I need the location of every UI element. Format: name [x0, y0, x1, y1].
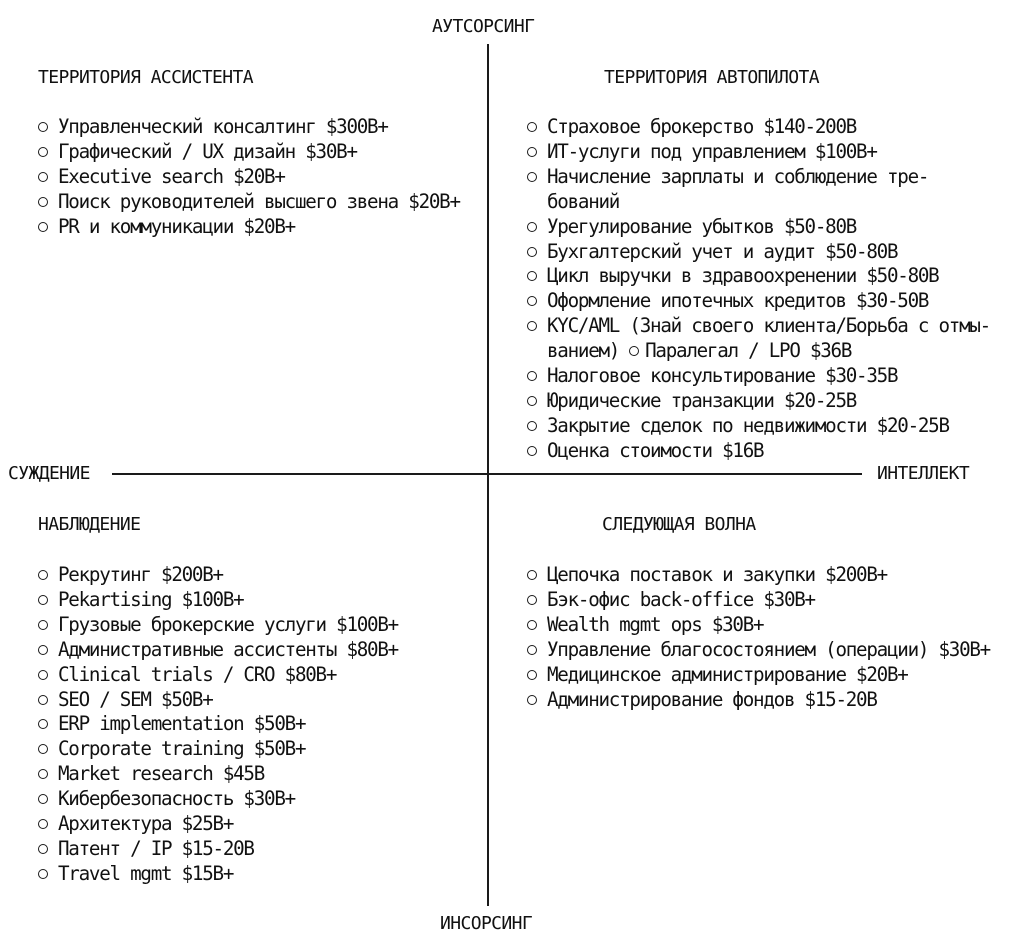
- quadrant-title-observation: НАБЛЮДЕНИЕ: [38, 514, 141, 535]
- list-item: Грузовые брокерские услуги $100B+: [36, 613, 398, 638]
- list-item: Медицинское администрирование $20B+: [525, 663, 990, 688]
- list-item: Цикл выручки в здравоохренении $50-80B: [525, 264, 990, 289]
- list-item-text: Паралегал / LPO $36B: [645, 339, 852, 363]
- list-item: Страховое брокерство $140-200B: [525, 115, 990, 140]
- list-item: Патент / IP $15-20B: [36, 837, 398, 862]
- axis-label-bottom: ИНСОРСИНГ: [440, 913, 533, 934]
- list-item: Wealth mgmt ops $30B+: [525, 613, 990, 638]
- list-item: ERP implementation $50B+: [36, 712, 398, 737]
- list-item: Corporate training $50B+: [36, 737, 398, 762]
- list-item: Executive search $20B+: [36, 165, 460, 190]
- list-item: Урегулирование убытков $50-80B: [525, 215, 990, 240]
- horizontal-axis-right: [488, 473, 862, 475]
- axis-label-top: АУТСОРСИНГ: [432, 16, 535, 37]
- list-item: KYC/AML (Знай своего клиента/Борьба с отмы-: [525, 314, 990, 339]
- list-item: Управленческий консалтинг $300B+: [36, 115, 460, 140]
- list-item: Кибербезопасность $30B+: [36, 787, 398, 812]
- list-item: Графический / UX дизайн $30B+: [36, 140, 460, 165]
- quadrant-title-next-wave: СЛЕДУЮЩАЯ ВОЛНА: [602, 514, 756, 535]
- list-item-text: ванием): [547, 339, 620, 363]
- list-item: Бухгалтерский учет и аудит $50-80B: [525, 240, 990, 265]
- quadrant-list-assistant: [36, 115, 460, 240]
- list-item: Цепочка поставок и закупки $200B+: [525, 563, 990, 588]
- list-item: Управление благосостоянием (операции) $30B+: [525, 638, 990, 663]
- list-item: Начисление зарплаты и соблюдение тре-: [525, 165, 990, 190]
- list-item: Travel mgmt $15B+: [36, 862, 398, 887]
- horizontal-axis-left: [112, 473, 488, 475]
- list-item: Налоговое консультирование $30-35B: [525, 364, 990, 389]
- quadrant-list-observation: [36, 563, 398, 887]
- quadrant-list-autopilot: [525, 115, 990, 464]
- list-item: Юридические транзакции $20-25B: [525, 389, 990, 414]
- list-item: Оформление ипотечных кредитов $30-50B: [525, 289, 990, 314]
- list-item-continuation: [525, 339, 990, 364]
- list-item: Pekartising $100B+: [36, 588, 398, 613]
- quadrant-title-assistant: ТЕРРИТОРИЯ АССИСТЕНТА: [38, 67, 253, 88]
- axis-label-left: СУЖДЕНИЕ: [8, 463, 90, 484]
- list-item: SEO / SEM $50B+: [36, 688, 398, 713]
- list-item: Поиск руководителей высшего звена $20B+: [36, 190, 460, 215]
- list-item: Рекрутинг $200B+: [36, 563, 398, 588]
- list-item: Clinical trials / CRO $80B+: [36, 663, 398, 688]
- quadrant-list-next-wave: [525, 563, 990, 712]
- bullet-icon: [629, 346, 639, 356]
- list-item: Бэк-офис back-office $30B+: [525, 588, 990, 613]
- list-item: Market research $45B: [36, 762, 398, 787]
- list-item: Архитектура $25B+: [36, 812, 398, 837]
- list-item: Оценка стоимости $16B: [525, 439, 990, 464]
- quadrant-title-autopilot: ТЕРРИТОРИЯ АВТОПИЛОТА: [604, 67, 819, 88]
- list-item: PR и коммуникации $20B+: [36, 215, 460, 240]
- list-item: Закрытие сделок по недвижимости $20-25B: [525, 414, 990, 439]
- list-item: Административные ассистенты $80B+: [36, 638, 398, 663]
- axis-label-right: ИНТЕЛЛЕКТ: [877, 463, 970, 484]
- list-item: Администрирование фондов $15-20B: [525, 688, 990, 713]
- list-item: ИТ-услуги под управлением $100B+: [525, 140, 990, 165]
- list-item-continuation: бований: [547, 189, 620, 213]
- vertical-axis: [487, 44, 489, 906]
